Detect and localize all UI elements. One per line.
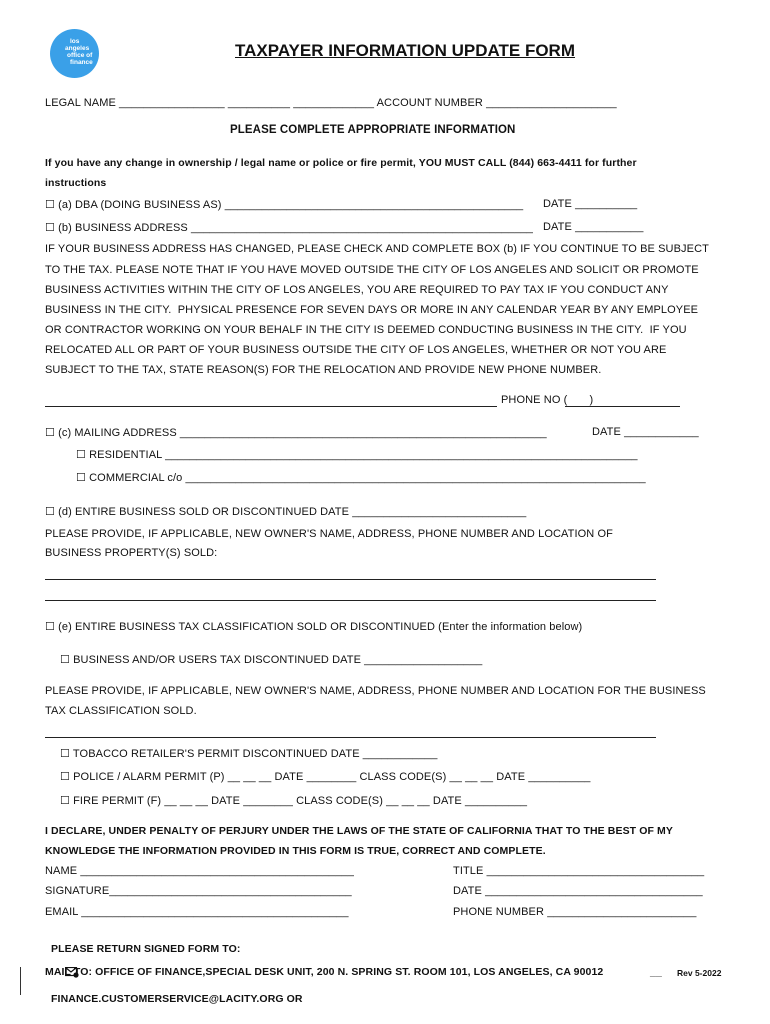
signature-date-field[interactable]: DATE ___________________________________ <box>453 885 703 897</box>
title-field[interactable]: TITLE ___________________________________ <box>453 865 705 877</box>
declaration-text: I DECLARE, UNDER PENALTY OF PERJURY UNDER THE LAWS OF THE STATE OF CALIFORNIA THAT TO THE BEST OF MY <box>45 825 673 837</box>
phone-no-field[interactable] <box>565 406 680 407</box>
dba-date-field[interactable]: DATE __________ <box>543 198 638 210</box>
return-email-link[interactable]: FINANCE.CUSTOMERSERVICE@LACITY.ORG OR <box>51 993 303 1005</box>
office-of-finance-logo <box>50 29 99 78</box>
revision-label: Rev 5-2022 <box>677 968 722 978</box>
new-owner-line-1[interactable] <box>45 579 656 580</box>
classification-instructions: PLEASE PROVIDE, IF APPLICABLE, NEW OWNER'S NAME, ADDRESS, PHONE NUMBER AND LOCATION FOR THE BUSINESS <box>45 685 706 697</box>
paragraph-line: OR CONTRACTOR WORKING ON YOUR BEHALF IN THE CITY IS DEEMED CONDUCTING BUSINESS IN THE CITY. IF YOU <box>45 324 687 336</box>
phone-number-field[interactable]: PHONE NUMBER ________________________ <box>453 906 697 918</box>
logo-text: finance <box>70 59 93 66</box>
margin-bar <box>20 967 21 995</box>
users-tax-discontinued-field[interactable]: ☐ BUSINESS AND/OR USERS TAX DISCONTINUED DATE ___________________ <box>60 654 483 666</box>
legal-name-account-line[interactable]: LEGAL NAME _________________ __________ _____________ ACCOUNT NUMBER _____________________ <box>45 97 617 109</box>
paragraph-line: BUSINESS ACTIVITIES WITHIN THE CITY OF LOS ANGELES, YOU ARE REQUIRED TO PAY TAX IF YOU CONDUCT ANY <box>45 284 669 296</box>
sold-instructions: BUSINESS PROPERTY(S) SOLD: <box>45 547 218 559</box>
paragraph-line: BUSINESS IN THE CITY. PHYSICAL PRESENCE FOR SEVEN DAYS OR MORE IN ANY CALENDAR YEAR BY ANY EMPLOYEE <box>45 304 699 316</box>
logo-text: los <box>70 38 80 45</box>
business-address-date-field[interactable]: DATE ___________ <box>543 221 644 233</box>
signature-field[interactable]: SIGNATURE_______________________________________ <box>45 885 352 897</box>
tax-classification-sold-field[interactable]: ☐ (e) ENTIRE BUSINESS TAX CLASSIFICATION SOLD OR DISCONTINUED (Enter the information below) <box>45 621 583 633</box>
paragraph-line: RELOCATED ALL OR PART OF YOUR BUSINESS OUTSIDE THE CITY OF LOS ANGELES, WHETHER OR NOT YOU ARE <box>45 344 667 356</box>
return-label: PLEASE RETURN SIGNED FORM TO: <box>51 943 241 955</box>
mail-to-blank: __ <box>650 966 662 978</box>
intro-text: instructions <box>45 177 107 189</box>
tobacco-permit-field[interactable]: ☐ TOBACCO RETAILER'S PERMIT DISCONTINUED DATE ____________ <box>60 748 438 760</box>
paragraph-line: IF YOUR BUSINESS ADDRESS HAS CHANGED, PLEASE CHECK AND COMPLETE BOX (b) IF YOU CONTINUE TO BE SUBJECT <box>45 243 709 255</box>
form-title: TAXPAYER INFORMATION UPDATE FORM <box>235 41 575 60</box>
intro-text: If you have any change in ownership / legal name or police or fire permit, YOU MUST CALL (844) 663-4411 for further <box>45 157 637 169</box>
section-heading: PLEASE COMPLETE APPROPRIATE INFORMATION <box>230 124 516 136</box>
commercial-field[interactable]: ☐ COMMERCIAL c/o __________________________________________________________________________ <box>76 472 646 484</box>
fire-permit-field[interactable]: ☐ FIRE PERMIT (F) __ __ __ DATE ________ CLASS CODE(S) __ __ __ DATE __________ <box>60 795 528 807</box>
new-owner-line-2[interactable] <box>45 600 656 601</box>
logo-text: office of <box>67 52 93 59</box>
mailing-address-date-field[interactable]: DATE ____________ <box>592 426 699 438</box>
declaration-text: KNOWLEDGE THE INFORMATION PROVIDED IN THIS FORM IS TRUE, CORRECT AND COMPLETE. <box>45 845 546 857</box>
dba-field[interactable]: ☐ (a) DBA (DOING BUSINESS AS) ________________________________________________ <box>45 199 524 211</box>
mail-to-address: MAIL TO: OFFICE OF FINANCE,SPECIAL DESK UNIT, 200 N. SPRING ST. ROOM 101, LOS ANGELES, CA 90012 <box>45 966 604 978</box>
email-field[interactable]: EMAIL ___________________________________________ <box>45 906 349 918</box>
relocation-reason-line[interactable] <box>45 406 497 407</box>
paragraph-line: TO THE TAX. PLEASE NOTE THAT IF YOU HAVE MOVED OUTSIDE THE CITY OF LOS ANGELES AND SOLICIT OR PROMOTE <box>45 264 699 276</box>
residential-field[interactable]: ☐ RESIDENTIAL ____________________________________________________________________________ <box>76 449 638 461</box>
name-field[interactable]: NAME ____________________________________________ <box>45 865 354 877</box>
business-address-field[interactable]: ☐ (b) BUSINESS ADDRESS _______________________________________________________ <box>45 222 534 234</box>
police-alarm-permit-field[interactable]: ☐ POLICE / ALARM PERMIT (P) __ __ __ DATE ________ CLASS CODE(S) __ __ __ DATE __________ <box>60 771 591 783</box>
phone-no-label: PHONE NO ( ) <box>501 394 594 406</box>
logo-text: angeles <box>65 45 90 52</box>
classification-owner-line[interactable] <box>45 737 656 738</box>
business-sold-field[interactable]: ☐ (d) ENTIRE BUSINESS SOLD OR DISCONTINUED DATE ____________________________ <box>45 506 527 518</box>
mailing-address-field[interactable]: ☐ (c) MAILING ADDRESS ___________________________________________________________ <box>45 427 547 439</box>
paragraph-line: SUBJECT TO THE TAX, STATE REASON(S) FOR THE RELOCATION AND PROVIDE NEW PHONE NUMBER. <box>45 364 602 376</box>
classification-instructions: TAX CLASSIFICATION SOLD. <box>45 705 197 717</box>
sold-instructions: PLEASE PROVIDE, IF APPLICABLE, NEW OWNER'S NAME, ADDRESS, PHONE NUMBER AND LOCATION OF <box>45 528 613 540</box>
